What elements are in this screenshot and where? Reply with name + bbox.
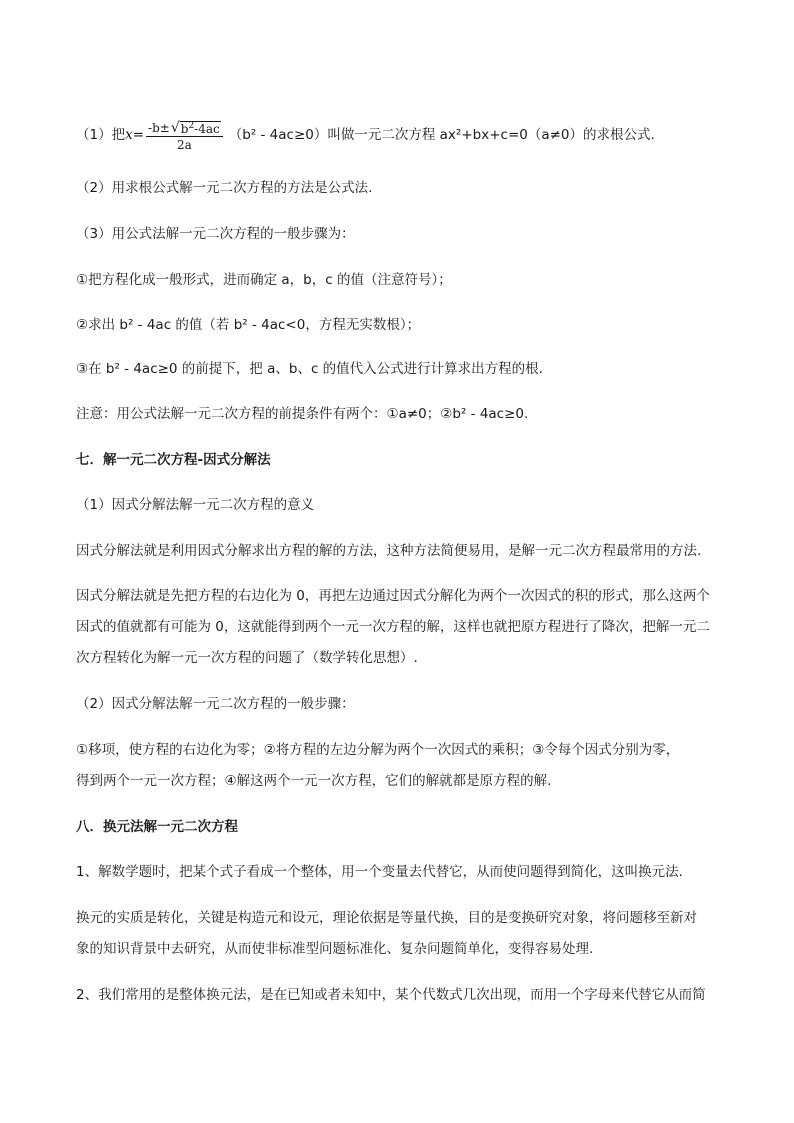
formula-variable-x: x [125,127,133,143]
paragraph-factoring-steps-2: 得到两个一元一次方程；④解这两个一元一次方程，它们的解就都是原方程的解. [76,773,552,789]
paragraph-factoring-meaning: （1）因式分解法解一元二次方程的意义 [76,497,315,513]
paragraph-factoring-detail-2: 因式的值就都有可能为 0，这就能得到两个一元一次方程的解，这样也就把原方程进行了降次，把解一元二 [76,619,710,635]
paragraph-substitution-essence-2: 象的知识背景中去研究，从而使非标准型问题标准化、复杂问题简单化，变得容易处理. [76,941,594,957]
fraction-numerator [146,120,223,136]
numerator-left: -b± [148,120,170,135]
fraction-denominator: 2a [176,137,192,152]
paragraph-substitution-def: 1、解数学题时，把某个式子看成一个整体，用一个变量去代替它，从而使问题得到简化，这叫换元法. [76,864,683,880]
paragraph-factoring-detail-1: 因式分解法就是先把方程的右边化为 0，再把左边通过因式分解化为两个一次因式的积的形式，那么这两个 [76,588,710,604]
paragraph-factoring-steps-intro: （2）因式分解法解一元二次方程的一般步骤： [76,696,355,712]
paragraph-steps-intro: （3）用公式法解一元二次方程的一般步骤为： [76,226,355,242]
formula-prefix: （1）把 [76,127,126,143]
paragraph-factoring-detail-3: 次方程转化为解一元一次方程的问题了（数学转化思想）. [76,650,418,666]
square-root [171,120,221,136]
step-3: ③在 b² - 4ac≥0 的前提下，把 a、b、c 的值代入公式进行计算求出方程的根. [76,361,543,377]
section-heading-7: 七．解一元二次方程-因式分解法 [76,452,271,468]
paragraph-factoring-def: 因式分解法就是利用因式分解求出方程的解的方法，这种方法简便易用，是解一元二次方程最常用的方法. [76,543,702,559]
root-formula-line [76,118,734,152]
formula-equals: = [132,127,145,143]
paragraph-substitution-common: 2、我们常用的是整体换元法，是在已知或者未知中，某个代数式几次出现，而用一个字母来代替它从而简 [76,987,706,1003]
radicand: $b^2-4ac$ [180,120,220,136]
paragraph-factoring-steps-1: ①移项，使方程的右边化为零；②将方程的左边分解为两个一次因式的乘积；③令每个因式分别为零， [76,742,680,758]
root-fraction [146,120,223,153]
step-2: ②求出 b² - 4ac 的值（若 b² - 4ac<0，方程无实数根）； [76,317,421,333]
radical-sign-icon: √ [170,119,180,136]
formula-condition: （b² - 4ac≥0）叫做一元二次方程 ax²+bx+c=0（a≠0）的求根公式. [228,127,655,143]
step-1: ①把方程化成一般形式，进而确定 a，b，c 的值（注意符号）； [76,272,452,288]
note-conditions: 注意：用公式法解一元二次方程的前提条件有两个：①a≠0；②b² - 4ac≥0. [76,406,529,422]
paragraph-substitution-essence-1: 换元的实质是转化，关键是构造元和设元，理论依据是等量代换，目的是变换研究对象，将问题移至新对 [76,910,697,926]
section-heading-8: 八．换元法解一元二次方程 [76,819,238,835]
paragraph-formula-method: （2）用求根公式解一元二次方程的方法是公式法. [76,180,373,196]
